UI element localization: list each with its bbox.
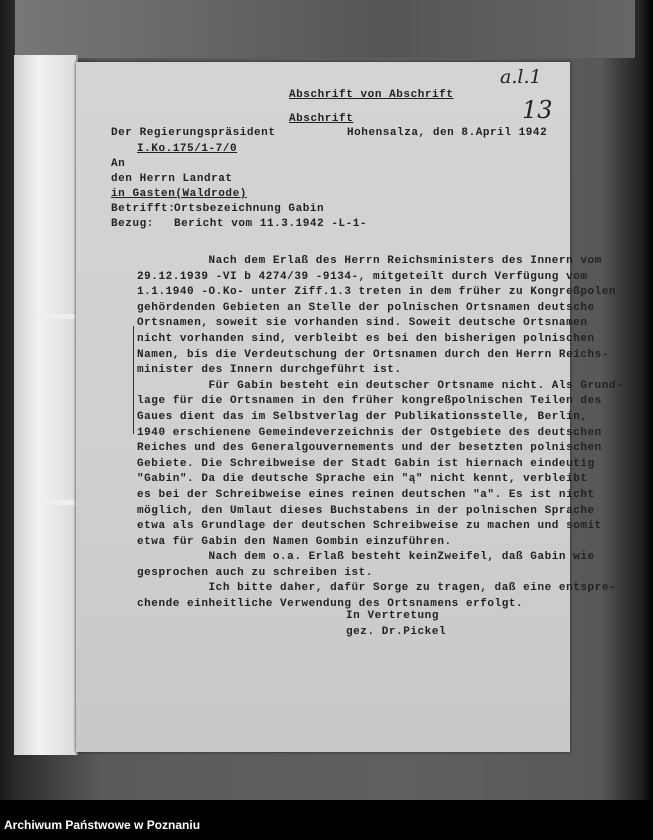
body-line: Nach dem Erlaß des Herrn Reichsministers des Innern vom xyxy=(137,255,602,267)
body-line: Nach dem o.a. Erlaß besteht keinZweifel, daß Gabin wie xyxy=(137,551,595,564)
body-line: möglich, den Umlaut dieses Buchstabens in der polnischen Sprache xyxy=(137,504,595,517)
subject: Ortsbezeichnung Gabin xyxy=(174,203,325,215)
body-line: gehördenden Gebieten an Stelle der polnischen Ortsnamen deutsche xyxy=(137,301,595,314)
body-line: Ortsnamen, soweit sie vorhanden sind. Soweit deutsche Ortsnamen xyxy=(137,317,588,330)
body-line: "Gabin". Da die deutsche Sprache ein "ą" nicht kennt, verbleibt xyxy=(137,473,588,486)
handwritten-page-number: 13 xyxy=(522,96,553,124)
archive-footer xyxy=(0,800,653,840)
handwritten-folio: a.l.1 xyxy=(500,66,542,88)
reference-label: Bezug: xyxy=(111,218,154,230)
body-line: lage für die Ortsnamen in den früher kongreßpolnischen Teilen des xyxy=(137,395,602,408)
to-label: An xyxy=(111,158,126,170)
reference: Bericht vom 11.3.1942 -L-1- xyxy=(174,218,368,230)
signature: gez. Dr.Pickel xyxy=(346,626,447,638)
body-line: Gebiete. Die Schreibweise der Stadt Gabin ist hiernach eindeutig xyxy=(137,457,595,470)
body-line: minister des Innern durchgeführt ist. xyxy=(137,364,402,377)
body-line: 29.12.1939 -VI b 4274/39 -9134-, mitgeteilt durch Verfügung vom xyxy=(137,270,588,283)
body-line: 1.1.1940 -O.Ko- unter Ziff.1.3 treten in dem früher zu Kongreßpolen xyxy=(137,286,617,299)
body-line: Reiches und des Generalgouvernements und der besetzten polnischen xyxy=(137,442,602,455)
subject-label: Betrifft: xyxy=(111,203,176,215)
document-page xyxy=(76,62,624,752)
body-line: Namen, bis die Verdeutschung der Ortsnamen durch den Herrn Reichs- xyxy=(137,348,609,361)
place-date: Hohensalza, den 8.April 1942 xyxy=(347,127,548,139)
body-line: etwa für Gabin den Namen Gombin einzuführen. xyxy=(137,535,452,548)
body-line: nicht vorhanden sind, verbleibt es bei den bisherigen polnischen xyxy=(137,332,595,345)
body-line: 1940 erschienene Gemeindeverzeichnis der Ostgebiete des deutschen xyxy=(137,426,602,439)
closing: In Vertretung xyxy=(346,610,439,622)
body-line: Ich bitte daher, dafür Sorge zu tragen, daß eine entspre- xyxy=(137,582,617,595)
sender: Der Regierungspräsident xyxy=(111,127,276,139)
binder-strip xyxy=(14,55,78,755)
body-line: chende einheitliche Verwendung des Ortsnamens erfolgt. xyxy=(137,598,524,611)
title-copy: Abschrift xyxy=(289,113,354,125)
margin-mark xyxy=(133,326,134,434)
body-line: etwa als Grundlage der deutschen Schreibweise zu machen und somit xyxy=(137,520,602,533)
body-line: gesprochen auch zu schreiben ist. xyxy=(137,566,373,579)
archive-name: Archiwum Państwowe w Poznaniu xyxy=(4,818,201,832)
body-line: es bei der Schreibweise eines reinen deutschen "a". Es ist nicht xyxy=(137,488,595,501)
body-line: Gaues dient das im Selbstverlag der Publikationsstelle, Berlin, xyxy=(137,410,588,423)
recipient: den Herrn Landrat xyxy=(111,173,233,185)
reference-number: I.Ko.175/1-7/0 xyxy=(137,143,238,155)
letter-body xyxy=(137,254,623,613)
title-copy-of-copy: Abschrift von Abschrift xyxy=(289,89,454,101)
folder-top xyxy=(15,0,635,58)
recipient-place: in Gasten(Waldrode) xyxy=(111,188,247,200)
body-line: Für Gabin besteht ein deutscher Ortsname nicht. Als Grund- xyxy=(137,379,624,392)
